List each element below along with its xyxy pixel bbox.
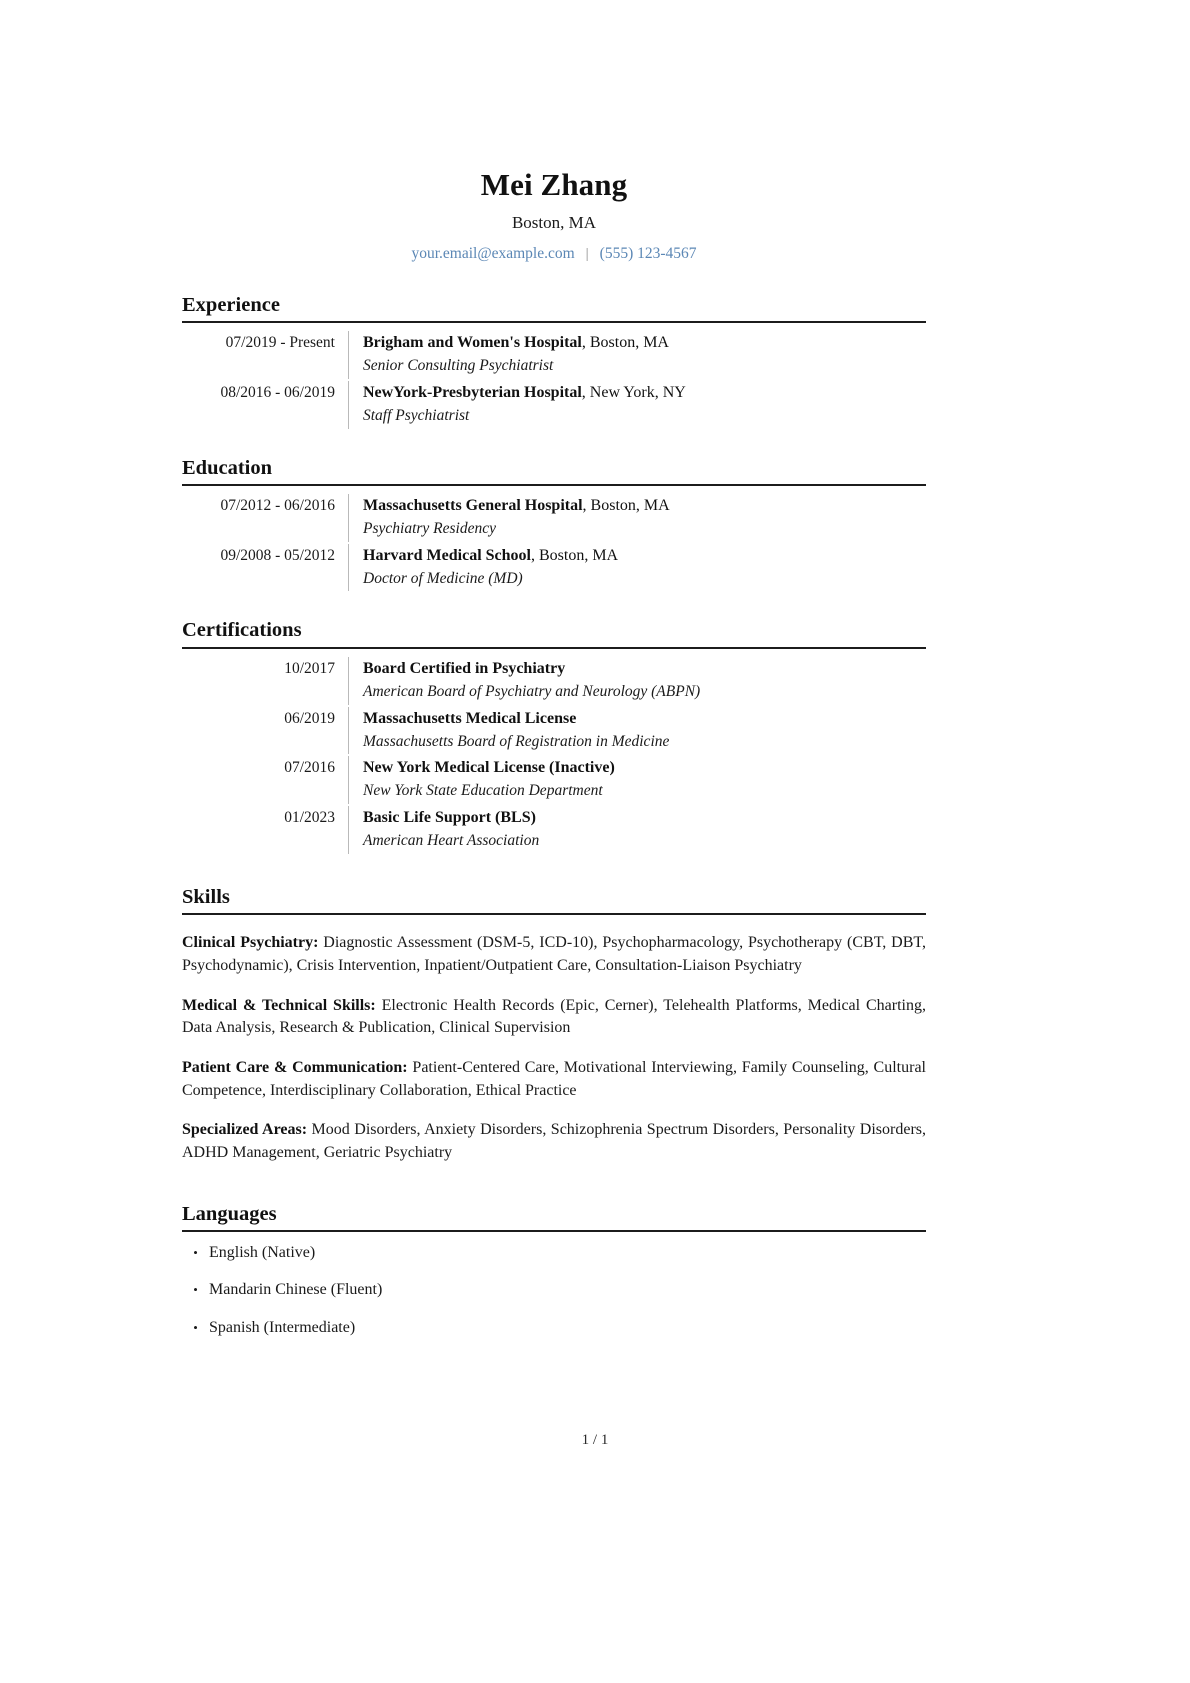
section-title-skills: Skills (182, 885, 230, 908)
entry-date: 07/2012 - 06/2016 (220, 497, 335, 515)
skill-group-label: Specialized Areas: (182, 1121, 308, 1139)
entry-body (348, 331, 926, 379)
contact-line (182, 242, 926, 266)
phone-link[interactable]: (555) 123-4567 (599, 245, 697, 263)
contact-separator: | (585, 246, 589, 263)
entry-heading (363, 544, 926, 568)
entry-row (182, 756, 926, 804)
entry-date: 08/2016 - 06/2019 (220, 383, 335, 401)
entry-role: Staff Psychiatrist (363, 406, 470, 424)
entry-date: 06/2019 (284, 709, 335, 727)
entry-role: American Board of Psychiatry and Neurology (ABPN) (363, 683, 701, 700)
candidate-location: Boston, MA (511, 212, 597, 232)
section-languages (182, 1202, 926, 1340)
skill-group-label: Patient Care & Communication: (182, 1058, 408, 1076)
page-footer: 1 / 1 (581, 1432, 609, 1448)
section-experience (182, 293, 926, 429)
entry-organization: Massachusetts General Hospital (363, 497, 583, 515)
entry-body (348, 707, 926, 755)
entry-row (182, 544, 926, 592)
entry-body (348, 544, 926, 592)
section-title-experience: Experience (182, 293, 280, 316)
entry-place: , Boston, MA (582, 497, 670, 515)
bullet-icon: • (193, 1245, 198, 1261)
entry-place: , Boston, MA (530, 546, 619, 564)
language-list (182, 1241, 926, 1339)
skill-group-text: Mood Disorders, Anxiety Disorders, Schizophrenia Spectrum Disorders, Personality Disorders, ADHD Management, Geriatric Psychiatry (182, 1121, 926, 1162)
entry-row (182, 707, 926, 755)
skill-group-text: Diagnostic Assessment (DSM-5, ICD-10), Psychopharmacology, Psychotherapy (CBT, DBT, Psychodynamic), Crisis Intervention, Inpatient/Outpatient Care, Consultation-Liaison Psychiatry (182, 934, 926, 974)
entry-heading (363, 494, 926, 518)
skill-group-label: Clinical Psychiatry: (182, 934, 319, 952)
skill-group-label: Medical & Technical Skills: (182, 996, 376, 1014)
entry-date: 01/2023 (284, 808, 335, 826)
skill-group-text: Patient-Centered Care, Motivational Interviewing, Family Counseling, Cultural Competence, Interdisciplinary Collaboration, Ethical Practice (182, 1058, 926, 1099)
entry-row (182, 331, 926, 379)
entry-row (182, 494, 926, 542)
section-skills (182, 885, 926, 1165)
entry-organization: New York Medical License (Inactive) (363, 759, 615, 777)
entry-place: , New York, NY (581, 383, 686, 401)
entry-organization: NewYork-Presbyterian Hospital (363, 383, 582, 401)
candidate-name: Mei Zhang (480, 167, 628, 202)
entry-body (348, 756, 926, 804)
entry-date: 07/2019 - Present (225, 334, 335, 352)
entry-organization: Basic Life Support (BLS) (363, 808, 536, 826)
entry-role: New York State Education Department (363, 782, 603, 800)
entry-role: Senior Consulting Psychiatrist (363, 357, 554, 375)
entry-heading (363, 707, 926, 731)
section-rule-experience (182, 321, 926, 323)
section-title-certifications: Certifications (182, 619, 302, 642)
section-title-education: Education (182, 456, 272, 479)
list-item (182, 1241, 926, 1265)
section-rule-certifications (182, 647, 926, 649)
entry-heading (363, 806, 926, 830)
entry-heading (363, 381, 926, 405)
skill-group-text: Electronic Health Records (Epic, Cerner), Telehealth Platforms, Medical Charting, Data Analysis, Research & Publication, Clinical Supervision (182, 996, 926, 1037)
entry-body (348, 657, 926, 705)
section-education (182, 456, 926, 592)
entry-heading (363, 756, 926, 780)
entry-row (182, 806, 926, 854)
email-link[interactable]: your.email@example.com (411, 245, 575, 263)
entry-organization: Brigham and Women's Hospital (363, 334, 582, 352)
entry-date: 07/2016 (284, 759, 335, 777)
entry-organization: Massachusetts Medical License (363, 709, 577, 727)
entry-place: , Boston, MA (581, 334, 669, 352)
bullet-icon: • (193, 1319, 198, 1335)
entry-date: 10/2017 (284, 660, 335, 677)
section-rule-skills (182, 913, 926, 915)
section-rule-languages (182, 1230, 926, 1232)
entry-body (348, 494, 926, 542)
list-item (182, 1278, 926, 1302)
section-certifications (182, 618, 926, 853)
section-title-languages: Languages (182, 1202, 277, 1225)
entry-row (182, 381, 926, 429)
language-label: Spanish (Intermediate) (209, 1318, 356, 1336)
entry-organization: Board Certified in Psychiatry (363, 660, 566, 677)
entry-date: 09/2008 - 05/2012 (220, 546, 335, 564)
section-rule-education (182, 484, 926, 486)
entry-organization: Harvard Medical School (363, 546, 531, 564)
skill-group (182, 932, 926, 977)
bullet-icon: • (193, 1282, 198, 1298)
language-label: English (Native) (209, 1244, 316, 1262)
entry-heading (363, 331, 926, 355)
entry-role: Doctor of Medicine (MD) (363, 569, 523, 587)
resume-header (182, 0, 926, 266)
language-label: Mandarin Chinese (Fluent) (209, 1281, 383, 1299)
entry-heading (363, 657, 926, 681)
entry-role: Massachusetts Board of Registration in Medicine (363, 732, 670, 750)
list-item (182, 1316, 926, 1340)
entry-row (182, 657, 926, 705)
skill-group (182, 995, 926, 1040)
skill-group (182, 1057, 926, 1102)
entry-body (348, 806, 926, 854)
resume-content (182, 0, 926, 1340)
entry-body (348, 381, 926, 429)
entry-role: American Heart Association (363, 831, 540, 849)
entry-role: Psychiatry Residency (363, 520, 496, 538)
skill-group (182, 1119, 926, 1164)
